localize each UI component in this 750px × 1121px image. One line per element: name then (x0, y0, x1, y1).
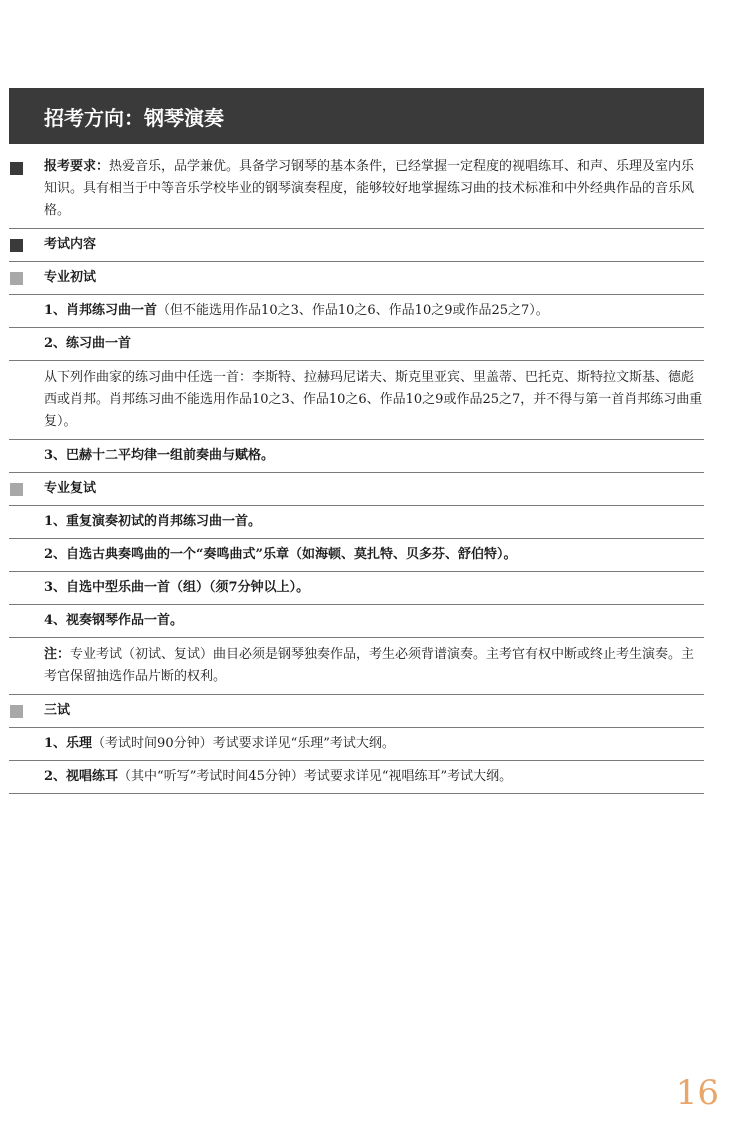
retest-item-3 (9, 572, 704, 605)
retest-item-2 (9, 539, 704, 572)
retest-item-1-text: 1、重复演奏初试的肖邦练习曲一首。 (44, 514, 262, 529)
initial-title-row (9, 262, 704, 295)
requirements-text: 热爱音乐，品学兼优。具备学习钢琴的基本条件，已经掌握一定程度的视唱练耳、和声、乐理及室内乐知识。具有相当于中等音乐学校毕业的钢琴演奏程度，能够较好地掌握练习曲的技术标准和中外经典作品的音乐风格。 (44, 159, 695, 218)
third-item-2-bold: 2、视唱练耳 (44, 769, 119, 784)
retest-title: 专业复试 (44, 481, 97, 496)
initial-item-3 (9, 440, 704, 473)
initial-item-2-desc-row (9, 361, 704, 440)
section-title: 招考方向：钢琴演奏 (44, 105, 224, 130)
retest-item-1 (9, 506, 704, 539)
exam-content-row (9, 229, 704, 262)
bullet-square-icon (10, 705, 23, 718)
note-label: 注： (44, 647, 71, 662)
third-item-2 (9, 761, 704, 794)
initial-item-1-rest: （但不能选用作品10之3、作品10之6、作品10之9或作品25之7）。 (157, 303, 549, 318)
initial-item-2-title: 2、练习曲一首 (44, 336, 132, 351)
content (9, 152, 704, 794)
initial-item-2-desc: 从下列作曲家的练习曲中任选一首：李斯特、拉赫玛尼诺夫、斯克里亚宾、里盖蒂、巴托克、斯特拉文斯基、德彪西或肖邦。肖邦练习曲不能选用作品10之3、作品10之6、作品10之9或作品25之7，并不得与第一首肖邦练习曲重复）。 (44, 370, 703, 429)
exam-content-title: 考试内容 (44, 237, 97, 252)
retest-item-4 (9, 605, 704, 638)
bullet-square-icon (10, 239, 23, 252)
requirements-row (9, 152, 704, 229)
requirements-label: 报考要求： (44, 159, 110, 174)
section-header (9, 88, 704, 144)
retest-item-3-text: 3、自选中型乐曲一首（组）（须7分钟以上）。 (44, 580, 310, 595)
retest-item-2-text: 2、自选古典奏鸣曲的一个“奏鸣曲式”乐章（如海顿、莫扎特、贝多芬、舒伯特）。 (44, 547, 517, 562)
bullet-square-icon (10, 162, 23, 175)
third-item-2-rest: （其中“听写”考试时间45分钟）考试要求详见“视唱练耳”考试大纲。 (118, 769, 513, 784)
note-row (9, 638, 704, 695)
third-item-1-rest: （考试时间90分钟）考试要求详见“乐理”考试大纲。 (92, 736, 395, 751)
initial-item-1 (9, 295, 704, 328)
initial-item-2 (9, 328, 704, 361)
third-title: 三试 (44, 703, 71, 718)
third-item-1-bold: 1、乐理 (44, 736, 93, 751)
retest-title-row (9, 473, 704, 506)
page-number: 16 (675, 1073, 719, 1113)
third-title-row (9, 695, 704, 728)
initial-item-1-bold: 1、肖邦练习曲一首 (44, 303, 158, 318)
bullet-square-icon (10, 272, 23, 285)
initial-item-3-text: 3、巴赫十二平均律一组前奏曲与赋格。 (44, 448, 275, 463)
retest-item-4-text: 4、视奏钢琴作品一首。 (44, 613, 184, 628)
note-text: 专业考试（初试、复试）曲目必须是钢琴独奏作品，考生必须背谱演奏。主考官有权中断或终止考生演奏。主考官保留抽选作品片断的权利。 (44, 647, 695, 684)
third-item-1 (9, 728, 704, 761)
bullet-square-icon (10, 483, 23, 496)
initial-title: 专业初试 (44, 270, 97, 285)
